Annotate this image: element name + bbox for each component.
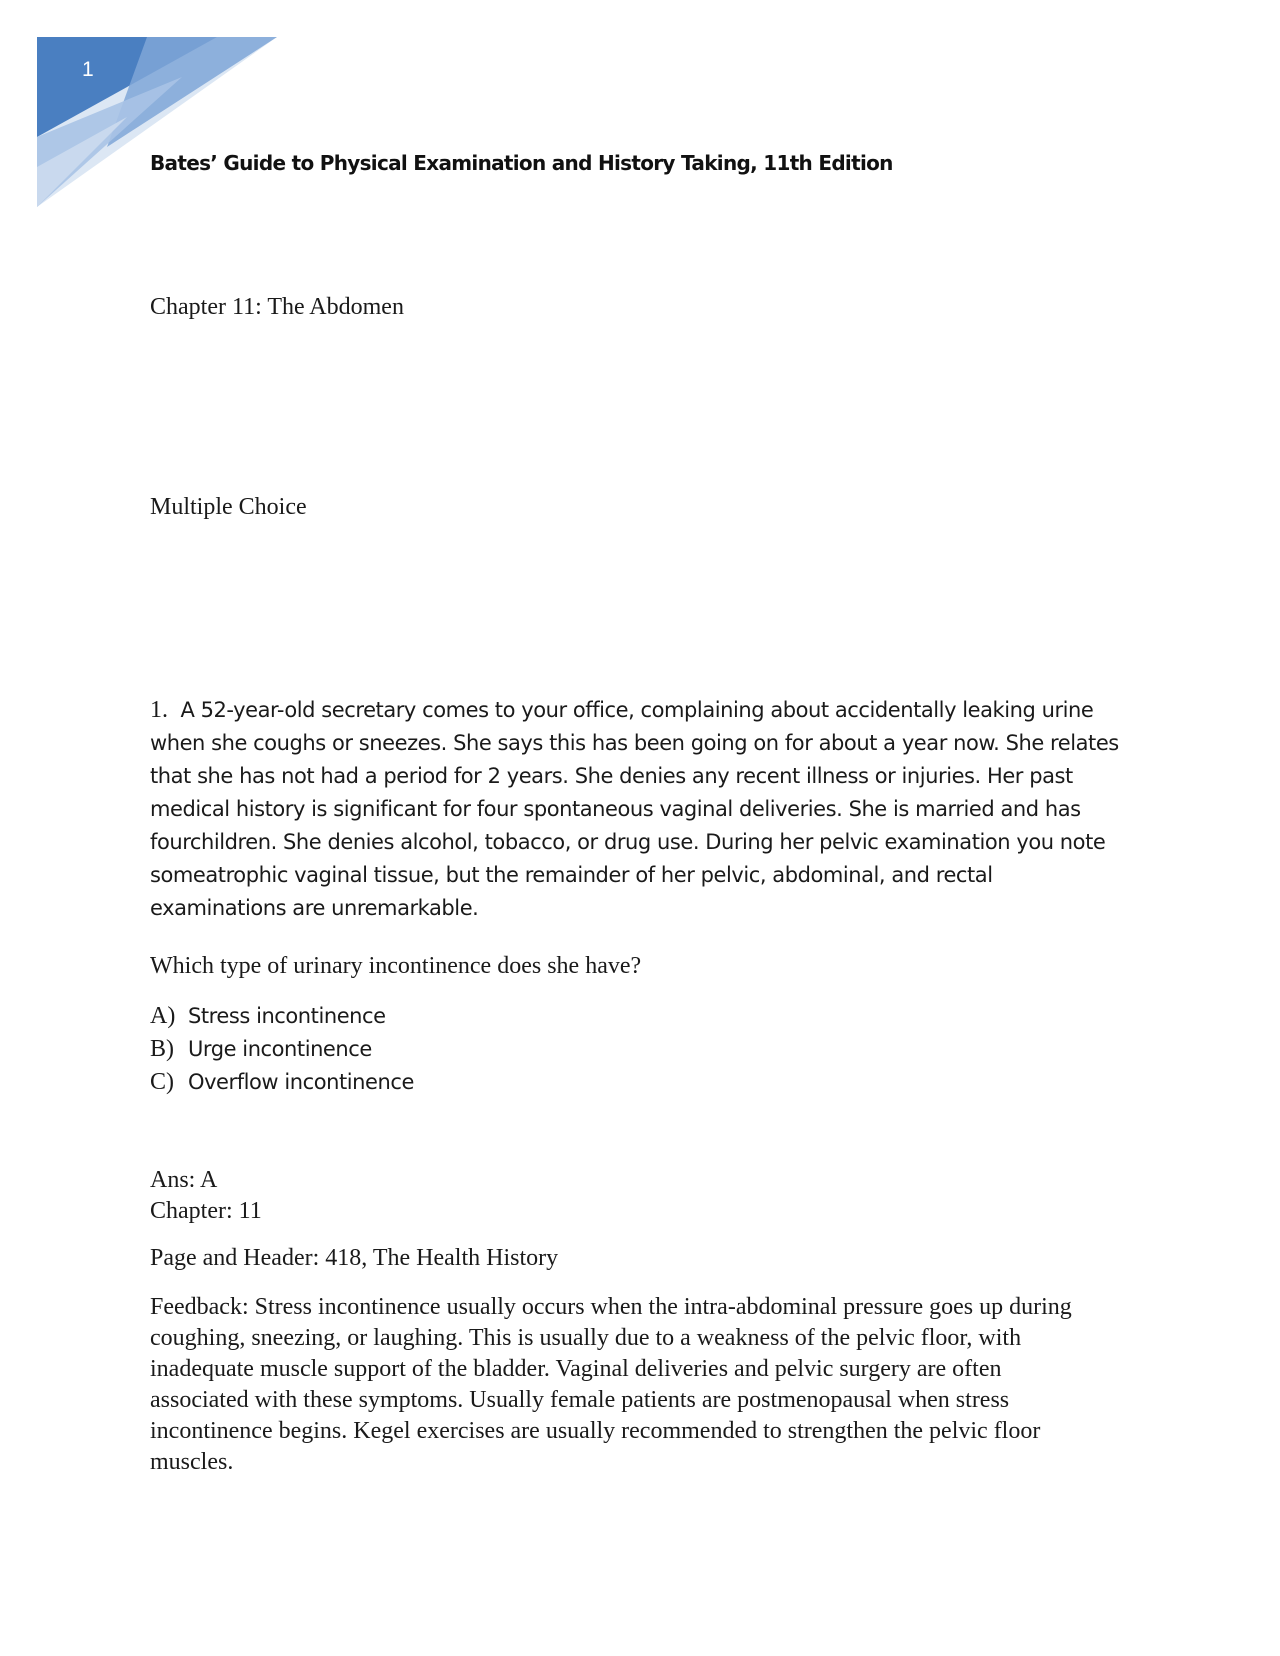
feedback-line-2: coughing, sneezing, or laughing. This is usually due to a weakness of the pelvic floor, with <box>150 1325 1022 1351</box>
question-stem-line-1 <box>150 694 1093 727</box>
section-heading: Multiple Choice <box>150 494 307 520</box>
option-b <box>150 1036 372 1063</box>
question-prompt: Which type of urinary incontinence does she have? <box>150 953 642 979</box>
question-number: 1. <box>150 697 168 723</box>
option-a-letter: A) <box>150 1003 176 1029</box>
option-c-text: Overflow incontinence <box>188 1070 414 1094</box>
question-stem-line-6: someatrophic vaginal tissue, but the remainder of her pelvic, abdominal, and rectal <box>150 863 993 887</box>
question-stem-line-4: medical history is significant for four spontaneous vaginal deliveries. She is married and has <box>150 797 1081 821</box>
question-stem-line-2: when she coughs or sneezes. She says this has been going on for about a year now. She relates <box>150 731 1119 755</box>
option-c <box>150 1069 414 1096</box>
question-stem-text-1: A 52-year-old secretary comes to your office, complaining about accidentally leaking urine <box>180 698 1094 722</box>
answer-chapter: Chapter: 11 <box>150 1198 262 1224</box>
answer-page-and-header: Page and Header: 418, The Health History <box>150 1245 559 1271</box>
option-a <box>150 1003 386 1030</box>
question-stem-line-7: examinations are unremarkable. <box>150 896 479 920</box>
feedback-line-1: Feedback: Stress incontinence usually occurs when the intra-abdominal pressure goes up during <box>150 1294 1072 1320</box>
corner-decoration <box>37 37 277 207</box>
question-stem-line-3: that she has not had a period for 2 years. She denies any recent illness or injuries. Her past <box>150 764 1073 788</box>
question-stem-line-5: fourchildren. She denies alcohol, tobacco, or drug use. During her pelvic examination you note <box>150 830 1106 854</box>
feedback-line-6: muscles. <box>150 1449 234 1475</box>
feedback-line-4: associated with these symptoms. Usually female patients are postmenopausal when stress <box>150 1387 1010 1413</box>
answer-label: Ans: A <box>150 1167 218 1193</box>
option-b-letter: B) <box>150 1036 174 1062</box>
feedback-line-5: incontinence begins. Kegel exercises are usually recommended to strengthen the pelvic floor <box>150 1418 1041 1444</box>
chapter-heading: Chapter 11: The Abdomen <box>150 294 404 320</box>
option-b-text: Urge incontinence <box>188 1037 372 1061</box>
feedback-line-3: inadequate muscle support of the bladder. Vaginal deliveries and pelvic surgery are often <box>150 1356 1002 1382</box>
page-number: 1 <box>82 58 94 81</box>
book-title: Bates’ Guide to Physical Examination and History Taking, 11th Edition <box>150 151 893 175</box>
feedback-paragraph <box>150 1292 1150 1478</box>
option-a-text: Stress incontinence <box>188 1004 386 1028</box>
option-c-letter: C) <box>150 1069 174 1095</box>
